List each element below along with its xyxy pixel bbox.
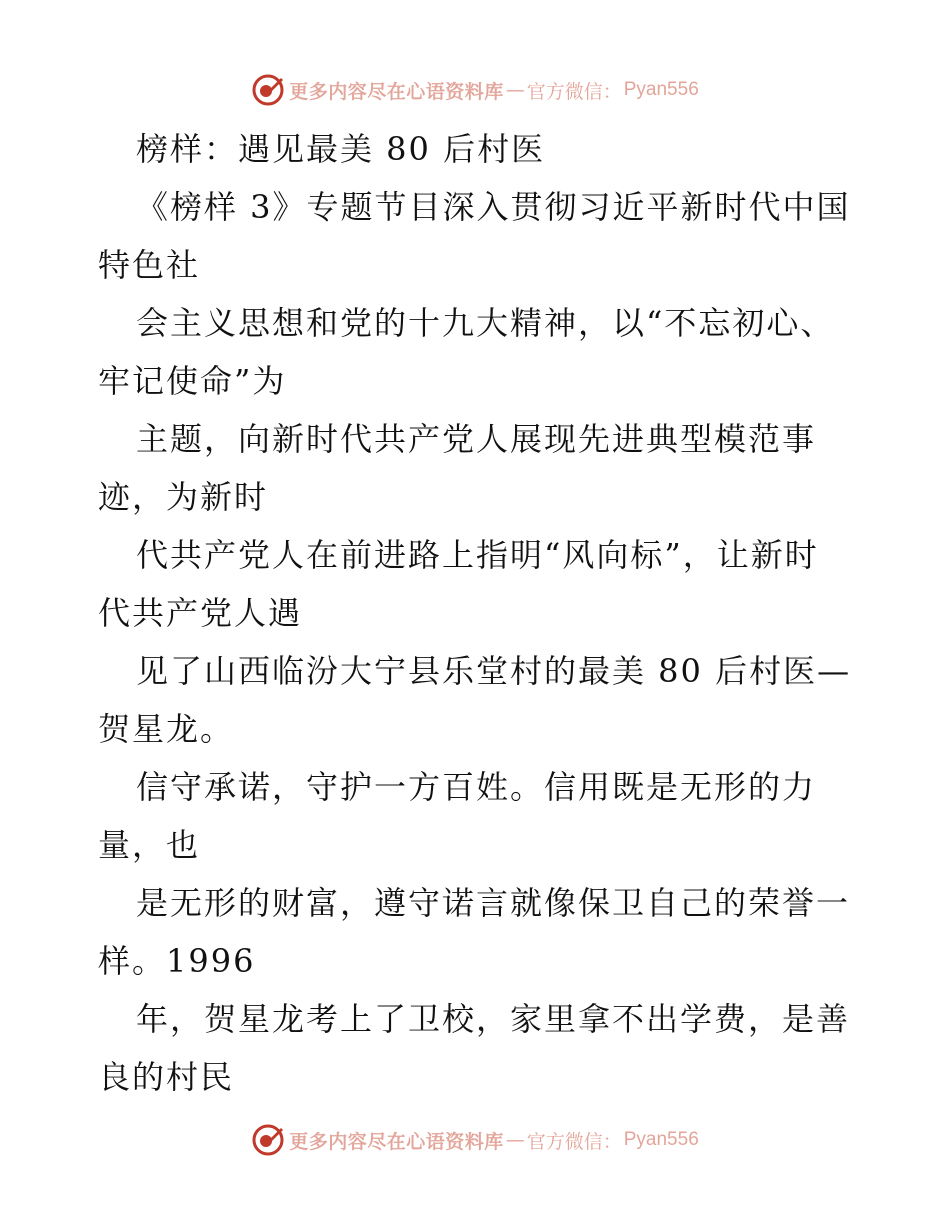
pen-logo-icon [251,1123,285,1157]
banner-text: 更多内容尽在心语资料库 [289,80,504,103]
banner-text: 更多内容尽在心语资料库 [289,1130,504,1153]
banner-separator: — [505,1129,525,1151]
banner-wechat-label: 官方微信： [526,80,622,103]
document-title: 榜样：遇见最美 80 后村医 [136,130,546,168]
paragraph-line: 良的村民 [98,1058,235,1096]
paragraph-line: 特色社 [98,246,201,284]
paragraph-line: 《榜样 3》专题节目深入贯彻习近平新时代中国 [136,188,851,226]
paragraph-line: 牢记使命”为 [98,362,287,400]
pen-logo-icon [251,73,285,107]
paragraph-line: 样。1996 [98,942,256,980]
header-banner [0,70,950,110]
paragraph-line: 年，贺星龙考上了卫校，家里拿不出学费，是善 [136,1000,851,1038]
paragraph-line: 量，也 [98,826,201,864]
banner-wechat-id: Pyan556 [623,79,699,100]
paragraph-line: 会主义思想和党的十九大精神，以“不忘初心、 [136,304,835,342]
footer-banner [0,1120,950,1160]
paragraph-line: 主题，向新时代共产党人展现先进典型模范事 [136,420,817,458]
paragraph-line: 迹，为新时 [98,478,269,516]
banner-wechat-id: Pyan556 [623,1129,699,1150]
document-body [98,120,858,1106]
paragraph-line: 信守承诺，守护一方百姓。信用既是无形的力 [136,768,817,806]
paragraph-line: 代共产党人在前进路上指明“风向标”，让新时 [136,536,819,574]
paragraph-line: 贺星龙。 [98,710,235,748]
banner-separator: — [505,79,525,101]
banner-wechat-label: 官方微信： [526,1130,622,1153]
paragraph-line: 见了山西临汾大宁县乐堂村的最美 80 后村医— [136,652,852,690]
paragraph-line: 是无形的财富，遵守诺言就像保卫自己的荣誉一 [136,884,851,922]
paragraph-line: 代共产党人遇 [98,594,303,632]
